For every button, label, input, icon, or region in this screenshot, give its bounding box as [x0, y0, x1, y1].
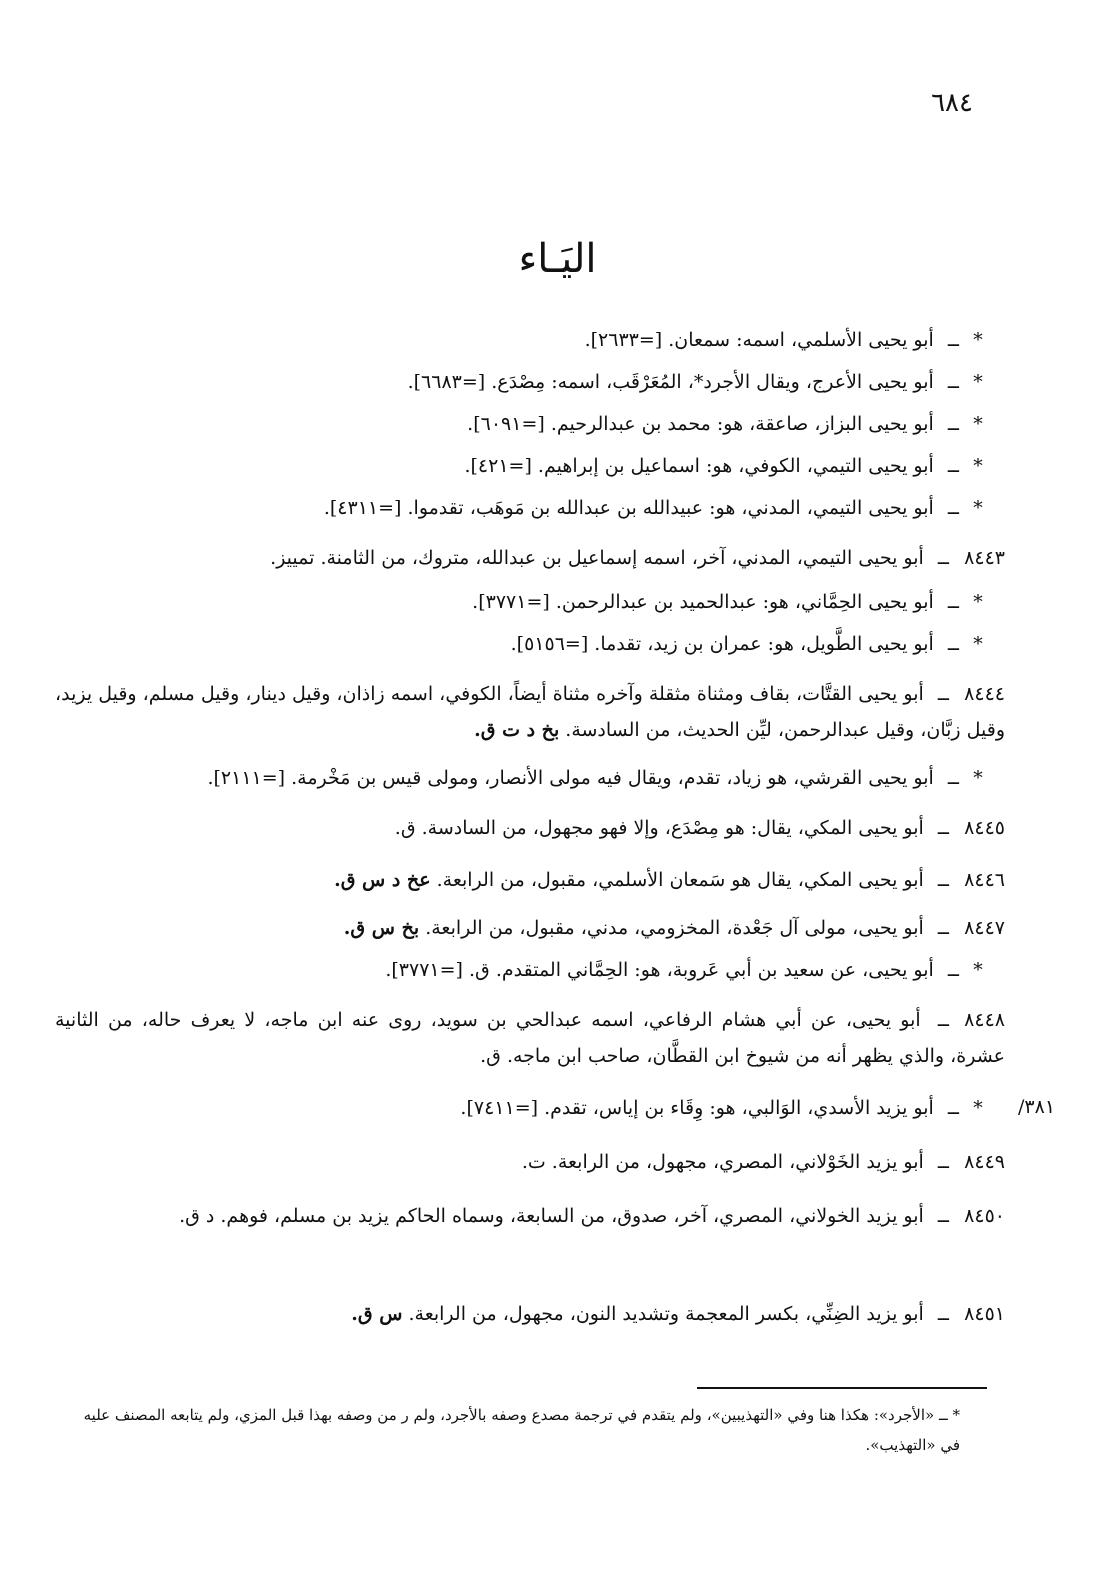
list-item: *ــ أبو يحيى الطَّويل، هو: عمران بن زيد، تقدما. [=٥١٥٦]. — [511, 626, 987, 662]
entry-marker: * — [973, 959, 983, 981]
entry-number: ٨٤٥٠ — [964, 1205, 1005, 1227]
list-item: *ــ أبو يحيى البزاز، صاعقة، هو: محمد بن عبدالرحيم. [=٦٠٩١]. — [467, 406, 987, 442]
entry-marker: * — [973, 591, 983, 613]
entry-text: أبو يحيى القتَّات، بقاف ومثناة مثقلة وآخره مثناة أيضاً، الكوفي، اسمه زاذان، وقيل دينار، وقيل مسلم، وقيل يزيد، وقيل زبَّان، وقيل عبدالرحمن، ليِّن الحديث، من السادسة. — [55, 683, 1005, 741]
entry-marker: * — [973, 497, 983, 519]
entry-text: أبو يزيد الخَوْلاني، المصري، مجهول، من الرابعة. ت. — [521, 1151, 924, 1173]
list-item: *ــ أبو يحيى التيمي، الكوفي، هو: اسماعيل بن إبراهيم. [=٤٢١]. — [464, 448, 987, 484]
entry-text: أبو يزيد الضِنِّي، بكسر المعجمة وتشديد النون، مجهول، من الرابعة. — [408, 1303, 924, 1325]
list-item: *ــ أبو يحيى التيمي، المدني، هو: عبيدالله بن عبدالله بن مَوهَب، تقدموا. [=٤٣١١]. — [324, 490, 987, 526]
entry-marker: * — [973, 413, 983, 435]
section-title: اليَـاء — [518, 236, 597, 282]
list-item: ٨٤٤٩ــ أبو يزيد الخَوْلاني، المصري، مجهول، من الرابعة. ت. — [522, 1144, 1005, 1180]
list-item: *ــ أبو يحيى الأسلمي، اسمه: سمعان. [=٢٦٣٣]. — [585, 322, 987, 358]
list-item: ٨٤٤٤ــ أبو يحيى القتَّات، بقاف ومثناة مثقلة وآخره مثناة أيضاً، الكوفي، اسمه زاذان، وقيل دينار، وقيل مسلم، وقيل يزيد، وقيل زبَّان، وقيل عبدالرحمن، ليِّن الحديث، من السادسة. بخ د ت ق. — [55, 676, 1005, 748]
entry-text: أبو يحيى المكي، يقال هو سَمعان الأسلمي، مقبول، من الرابعة. — [436, 869, 924, 891]
entry-number: ٨٤٤٨ — [964, 1009, 1005, 1031]
entry-text: أبو يحيى المكي، يقال: هو مِصْدَع، وإلا فهو مجهول، من السادسة. ق. — [394, 817, 924, 839]
list-item: *ــ أبو يحيى القرشي، هو زياد، تقدم، ويقال فيه مولى الأنصار، ومولى قيس بن مَخْرمة. [=٢١١١]. — [207, 760, 987, 796]
entry-text: أبو يحيى الحِمَّاني، هو: عبدالحميد بن عبدالرحمن. [=٣٧٧١]. — [472, 591, 934, 613]
entry-text: أبو يحيى التيمي، الكوفي، هو: اسماعيل بن إبراهيم. [=٤٢١]. — [464, 455, 934, 477]
entry-text: أبو يزيد الخولاني، المصري، آخر، صدوق، من السابعة، وسماه الحاكم يزيد بن مسلم، فوهم. د ق. — [179, 1205, 924, 1227]
entry-text: أبو يحيى، عن أبي هشام الرفاعي، اسمه عبدالحي بن سويد، روى عنه ابن ماجه، لا يعرف حاله، من الثانية عشرة، والذي يظهر أنه من شيوخ ابن القطَّان، صاحب ابن ماجه. ق. — [55, 1009, 1005, 1067]
entry-marker: * — [973, 1097, 983, 1119]
entry-number: ٨٤٤٤ — [964, 683, 1005, 705]
list-item: ٨٤٥١ــ أبو يزيد الضِنِّي، بكسر المعجمة وتشديد النون، مجهول، من الرابعة. س ق. — [351, 1296, 1005, 1332]
list-item: ٨٤٤٥ــ أبو يحيى المكي، يقال: هو مِصْدَع، وإلا فهو مجهول، من السادسة. ق. — [395, 810, 1005, 846]
entry-text: أبو يزيد الأسدي، الوَالبي، هو: وِقَاء بن إياس، تقدم. [=٧٤١١]. — [460, 1097, 934, 1119]
entry-sigla: عخ د س ق. — [334, 869, 431, 891]
entry-marker: * — [973, 633, 983, 655]
list-item: ٨٤٥٠ــ أبو يزيد الخولاني، المصري، آخر، صدوق، من السابعة، وسماه الحاكم يزيد بن مسلم، فوهم. د ق. — [55, 1198, 1005, 1234]
list-item: ٨٤٤٦ــ أبو يحيى المكي، يقال هو سَمعان الأسلمي، مقبول، من الرابعة. عخ د س ق. — [334, 862, 1005, 898]
entry-number: ٨٤٥١ — [964, 1303, 1005, 1325]
entry-sigla: بخ س ق. — [343, 917, 420, 939]
list-item: *ــ أبو يحيى الأعرج، ويقال الأجرد*، المُعَرْقَب، اسمه: مِصْدَع. [=٦٦٨٣]. — [408, 364, 987, 400]
footnote-divider — [697, 1387, 987, 1389]
entry-marker: * — [973, 329, 983, 351]
entry-marker: * — [973, 455, 983, 477]
entry-sigla: بخ د ت ق. — [474, 719, 560, 741]
footnote: * ــ «الأجرد»: هكذا هنا وفي «التهذيبين»، ولم يتقدم في ترجمة مصدع وصفه بالأجرد، ولم ر من وصفه بهذا قبل المزي، ولم يتابعه المصنف عليه في «التهذيب». — [83, 1406, 960, 1454]
list-item: *ــ أبو يحيى، عن سعيد بن أبي عَروبة، هو: الحِمَّاني المتقدم. ق. [=٣٧٧١]. — [385, 952, 987, 988]
entry-text: أبو يحيى الأسلمي، اسمه: سمعان. [=٢٦٣٣]. — [584, 329, 934, 351]
entry-number: ٨٤٤٦ — [964, 869, 1005, 891]
list-item: ٨٤٤٧ــ أبو يحيى، مولى آل جَعْدة، المخزومي، مدني، مقبول، من الرابعة. بخ س ق. — [344, 910, 1005, 946]
page-number: ٦٨٤ — [931, 88, 973, 118]
entry-text: أبو يحيى التيمي، المدني، هو: عبيدالله بن عبدالله بن مَوهَب، تقدموا. [=٤٣١١]. — [323, 497, 934, 519]
list-item: ٨٤٤٨ــ أبو يحيى، عن أبي هشام الرفاعي، اسمه عبدالحي بن سويد، روى عنه ابن ماجه، لا يعرف حاله، من الثانية عشرة، والذي يظهر أنه من شيوخ ابن القطَّان، صاحب ابن ماجه. ق. — [55, 1002, 1005, 1074]
entry-marker: * — [973, 371, 983, 393]
entry-text: أبو يحيى القرشي، هو زياد، تقدم، ويقال فيه مولى الأنصار، ومولى قيس بن مَخْرمة. [=٢١١١]. — [207, 767, 934, 789]
entry-number: ٨٤٤٥ — [964, 817, 1005, 839]
entry-number: ٨٤٤٧ — [964, 917, 1005, 939]
entry-text: أبو يحيى، عن سعيد بن أبي عَروبة، هو: الحِمَّاني المتقدم. ق. [=٣٧٧١]. — [385, 959, 934, 981]
list-item: ٨٤٤٣ــ أبو يحيى التيمي، المدني، آخر، اسمه إسماعيل بن عبدالله، متروك، من الثامنة. تمييز. — [270, 540, 1005, 576]
entry-number: ٨٤٤٩ — [964, 1151, 1005, 1173]
entry-text: أبو يحيى الطَّويل، هو: عمران بن زيد، تقدما. [=٥١٥٦]. — [510, 633, 934, 655]
entry-number: ٨٤٤٣ — [964, 547, 1005, 569]
entry-text: أبو يحيى البزاز، صاعقة، هو: محمد بن عبدالرحيم. [=٦٠٩١]. — [467, 413, 934, 435]
entry-text: أبو يحيى التيمي، المدني، آخر، اسمه إسماعيل بن عبدالله، متروك، من الثامنة. تمييز. — [270, 547, 924, 569]
entry-sigla: س ق. — [351, 1303, 403, 1325]
margin-note: ٣٨١/ — [1018, 1096, 1056, 1118]
entry-text: أبو يحيى الأعرج، ويقال الأجرد*، المُعَرْقَب، اسمه: مِصْدَع. [=٦٦٨٣]. — [407, 371, 934, 393]
list-item: *ــ أبو يحيى الحِمَّاني، هو: عبدالحميد بن عبدالرحمن. [=٣٧٧١]. — [472, 584, 987, 620]
entry-marker: * — [973, 767, 983, 789]
list-item: *ــ أبو يزيد الأسدي، الوَالبي، هو: وِقَاء بن إياس، تقدم. [=٧٤١١]. — [460, 1090, 987, 1126]
entry-text: أبو يحيى، مولى آل جَعْدة، المخزومي، مدني، مقبول، من الرابعة. — [425, 917, 924, 939]
